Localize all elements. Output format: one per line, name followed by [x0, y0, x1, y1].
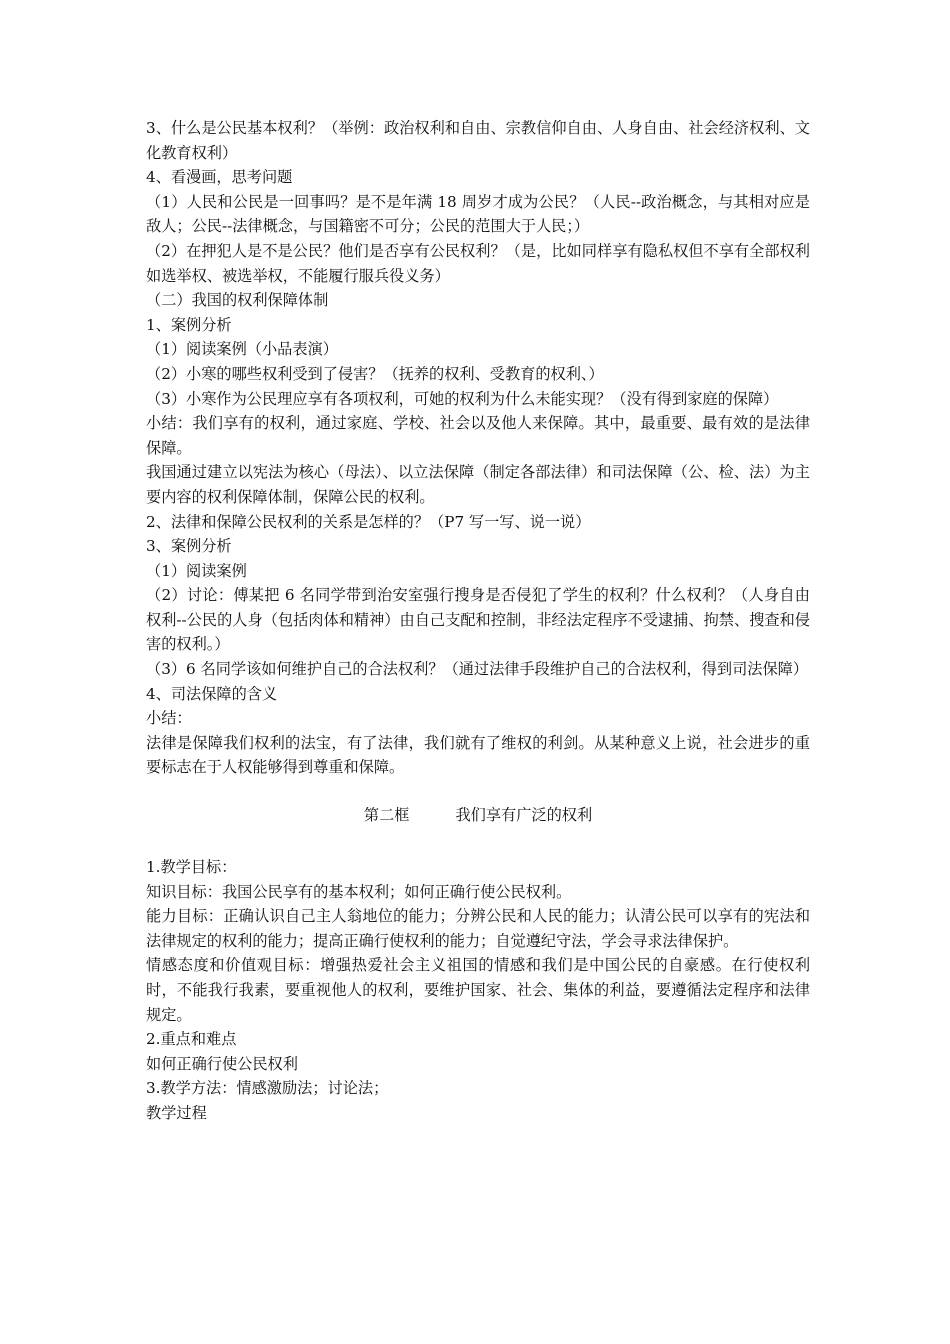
paragraph: 4、看漫画，思考问题 — [146, 168, 293, 187]
paragraph: 3.教学方法：情感激励法；讨论法； — [146, 1079, 389, 1098]
lesson-part-2 — [146, 855, 810, 1126]
paragraph: 教学过程 — [146, 1103, 207, 1122]
paragraph: （2）讨论：傅某把 6 名同学带到治安室强行搜身是否侵犯了学生的权利？什么权利？（人身自由权利--公民的人身（包括肉体和精神）由自己支配和控制，非经法定程序不受逮捕、拘禁、搜查和侵害的权利。） — [146, 586, 810, 654]
paragraph: 知识目标：我国公民享有的基本权利；如何正确行使公民权利。 — [146, 882, 572, 901]
section-label: 第二框 — [363, 806, 410, 825]
paragraph: 3、什么是公民基本权利？（举例：政治权利和自由、宗教信仰自由、人身自由、社会经济权利、文化教育权利） — [146, 119, 810, 162]
paragraph: （1）人民和公民是一回事吗？是不是年满 18 周岁才成为公民？（人民--政治概念，与其相对应是敌人；公民--法律概念，与国籍密不可分；公民的范围大于人民；） — [146, 192, 810, 236]
subheading: （二）我国的权利保障体制 — [146, 291, 329, 310]
paragraph: 1、案例分析 — [146, 315, 232, 334]
lesson-part-1 — [146, 116, 810, 780]
paragraph: （3）小寒作为公民理应享有各项权利，可她的权利为什么未能实现？（没有得到家庭的保障） — [146, 389, 779, 408]
paragraph: （1）阅读案例（小品表演） — [146, 340, 338, 359]
paragraph: 1.教学目标： — [146, 858, 237, 877]
summary-paragraph: 小结：我们享有的权利，通过家庭、学校、社会以及他人来保障。其中，最重要、最有效的是法律保障。 — [146, 414, 810, 457]
document-page — [146, 116, 810, 1126]
paragraph: 能力目标：正确认识自己主人翁地位的能力；分辨公民和人民的能力；认清公民可以享有的宪法和法律规定的权利的能力；提高正确行使权利的能力；自觉遵纪守法，学会寻求法律保护。 — [146, 907, 810, 950]
paragraph: 4、司法保障的含义 — [146, 684, 278, 703]
section-heading: 我们享有广泛的权利 — [455, 806, 593, 825]
paragraph: （3）6 名同学该如何维护自己的合法权利？（通过法律手段维护自己的合法权利，得到司法保障） — [146, 660, 809, 679]
paragraph: 法律是保障我们权利的法宝，有了法律，我们就有了维权的利剑。从某种意义上说，社会进步的重要标志在于人权能够得到尊重和保障。 — [146, 733, 810, 777]
paragraph: （2）在押犯人是不是公民？他们是否享有公民权利？（是，比如同样享有隐私权但不享有全部权利如选举权、被选举权，不能履行服兵役义务） — [146, 241, 810, 285]
section-title — [146, 802, 810, 828]
paragraph: 我国通过建立以宪法为核心（母法）、以立法保障（制定各部法律）和司法保障（公、检、法）为主要内容的权利保障体制，保障公民的权利。 — [146, 463, 810, 506]
paragraph: 3、案例分析 — [146, 537, 232, 556]
paragraph: 2、法律和保障公民权利的关系是怎样的？（P7 写一写、说一说） — [146, 512, 591, 531]
paragraph: （1）阅读案例 — [146, 561, 247, 580]
paragraph: 情感态度和价值观目标：增强热爱社会主义祖国的情感和我们是中国公民的自豪感。在行使权利时，不能我行我素，要重视他人的权利，要维护国家、社会、集体的利益，要遵循法定程序和法律规定。 — [146, 956, 810, 1024]
summary-label: 小结： — [146, 709, 192, 728]
paragraph: 如何正确行使公民权利 — [146, 1054, 298, 1073]
paragraph: 2.重点和难点 — [146, 1030, 237, 1049]
paragraph: （2）小寒的哪些权利受到了侵害？（抚养的权利、受教育的权利、） — [146, 364, 604, 383]
